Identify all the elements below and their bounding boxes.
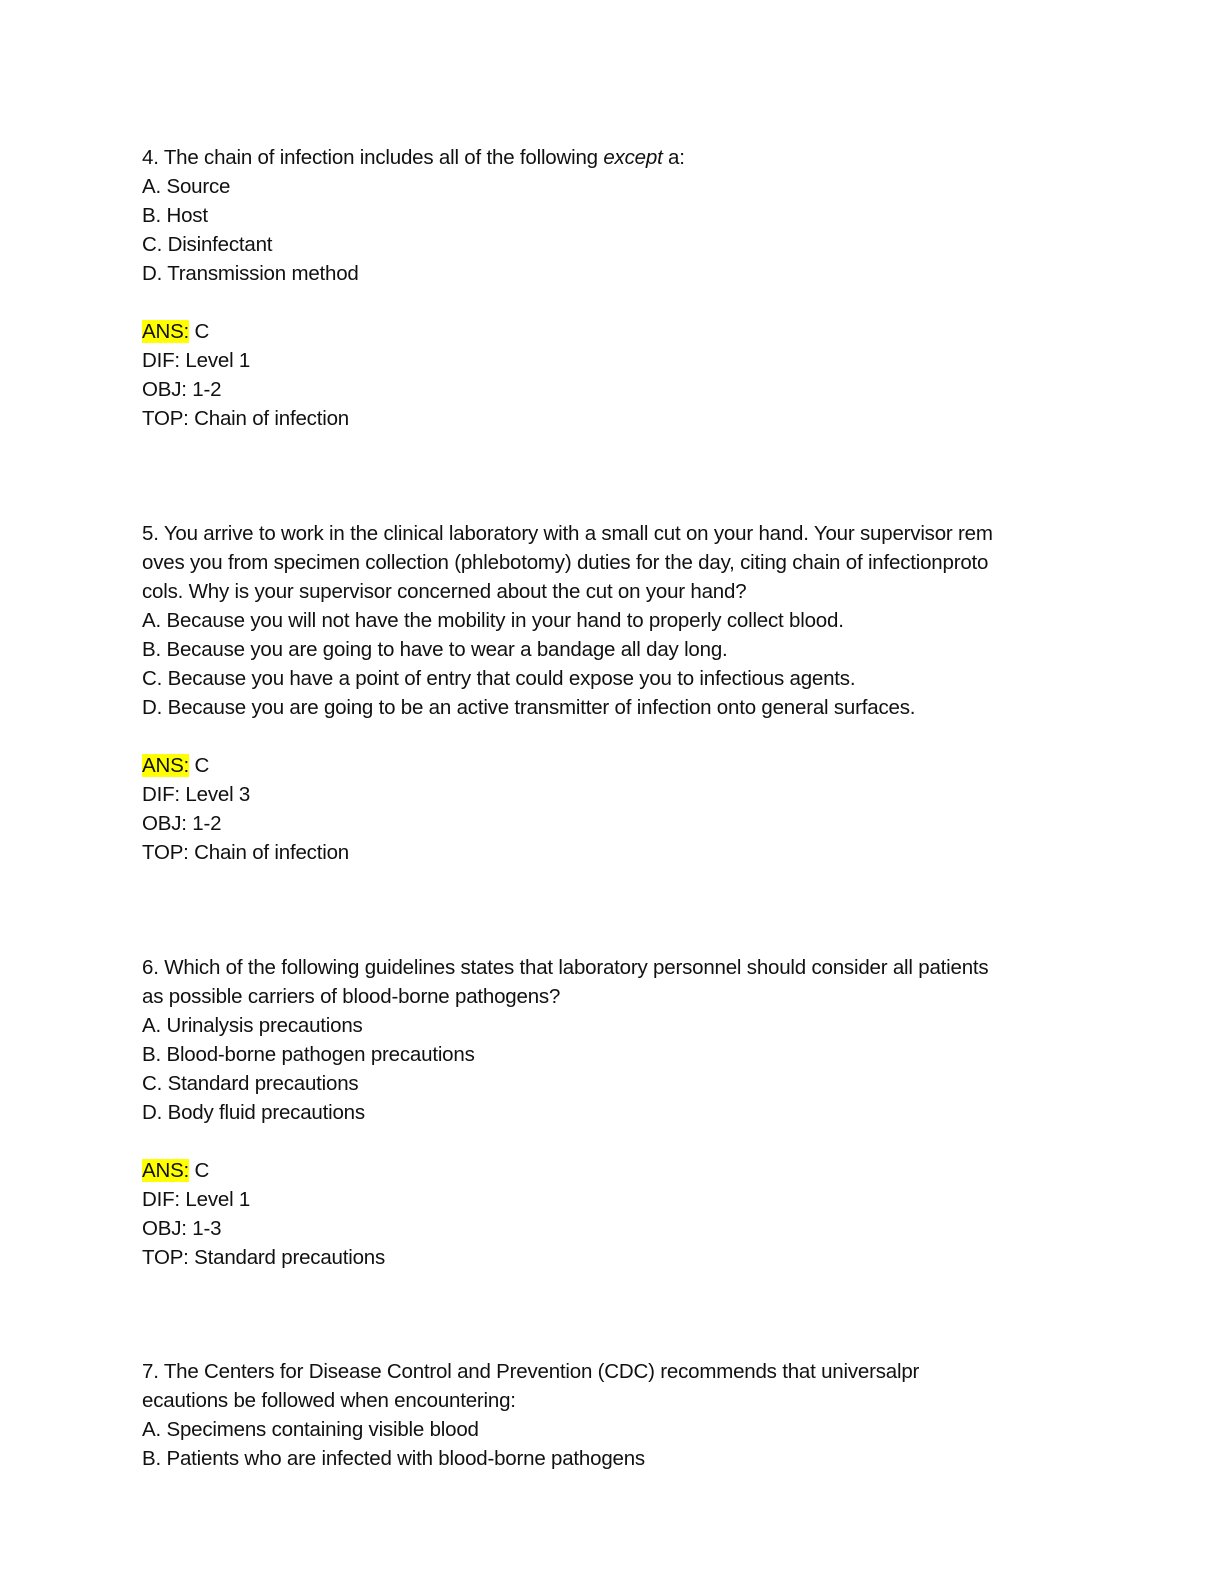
option-c: C. Disinfectant bbox=[142, 233, 273, 256]
answer-label: ANS: bbox=[142, 320, 190, 343]
option-b: B. Host bbox=[142, 204, 208, 227]
question-stem: 7. The Centers for Disease Control and Prevention (CDC) recommends that universalpr bbox=[142, 1360, 920, 1383]
option-a: A. Urinalysis precautions bbox=[142, 1014, 363, 1037]
option-a: A. Specimens containing visible blood bbox=[142, 1418, 479, 1441]
option-b: B. Patients who are infected with blood-borne pathogens bbox=[142, 1447, 645, 1470]
option-d: D. Body fluid precautions bbox=[142, 1101, 365, 1124]
option-d: D. Because you are going to be an active transmitter of infection onto general surfaces. bbox=[142, 696, 916, 719]
option-c: C. Standard precautions bbox=[142, 1072, 359, 1095]
difficulty-line: DIF: Level 1 bbox=[142, 349, 251, 372]
answer-value: C bbox=[189, 320, 210, 343]
question-5 bbox=[142, 519, 1082, 722]
objective-line: OBJ: 1-2 bbox=[142, 378, 222, 401]
question-stem: ecautions be followed when encountering: bbox=[142, 1389, 516, 1412]
option-a: A. Because you will not have the mobility in your hand to properly collect blood. bbox=[142, 609, 844, 632]
answer-value: C bbox=[189, 1159, 210, 1182]
topic-line: TOP: Chain of infection bbox=[142, 407, 349, 430]
question-stem: 4. The chain of infection includes all of the following except a: bbox=[142, 146, 685, 169]
answer-line bbox=[142, 317, 1082, 346]
question-stem: oves you from specimen collection (phlebotomy) duties for the day, citing chain of infectionproto bbox=[142, 551, 989, 574]
question-7 bbox=[142, 1357, 1082, 1473]
option-d: D. Transmission method bbox=[142, 262, 359, 285]
answer-label: ANS: bbox=[142, 754, 190, 777]
option-b: B. Blood-borne pathogen precautions bbox=[142, 1043, 475, 1066]
question-stem: 5. You arrive to work in the clinical laboratory with a small cut on your hand. Your supervisor rem bbox=[142, 522, 993, 545]
option-a: A. Source bbox=[142, 175, 231, 198]
difficulty-line: DIF: Level 3 bbox=[142, 783, 251, 806]
answer-label: ANS: bbox=[142, 1159, 190, 1182]
option-c: C. Because you have a point of entry that could expose you to infectious agents. bbox=[142, 667, 856, 690]
answer-line bbox=[142, 1156, 1082, 1185]
topic-line: TOP: Standard precautions bbox=[142, 1246, 386, 1269]
answer-line bbox=[142, 751, 1082, 780]
objective-line: OBJ: 1-2 bbox=[142, 812, 222, 835]
question-6 bbox=[142, 953, 1082, 1127]
emphasis-text: except bbox=[603, 146, 663, 169]
option-b: B. Because you are going to have to wear a bandage all day long. bbox=[142, 638, 728, 661]
question-4 bbox=[142, 143, 1082, 288]
objective-line: OBJ: 1-3 bbox=[142, 1217, 222, 1240]
question-stem: as possible carriers of blood-borne pathogens? bbox=[142, 985, 561, 1008]
question-stem: 6. Which of the following guidelines states that laboratory personnel should consider all patients bbox=[142, 956, 989, 979]
difficulty-line: DIF: Level 1 bbox=[142, 1188, 251, 1211]
answer-value: C bbox=[189, 754, 210, 777]
answer-key-4 bbox=[142, 317, 1082, 433]
answer-key-6 bbox=[142, 1156, 1082, 1272]
answer-key-5 bbox=[142, 751, 1082, 867]
topic-line: TOP: Chain of infection bbox=[142, 841, 349, 864]
question-stem: cols. Why is your supervisor concerned about the cut on your hand? bbox=[142, 580, 747, 603]
